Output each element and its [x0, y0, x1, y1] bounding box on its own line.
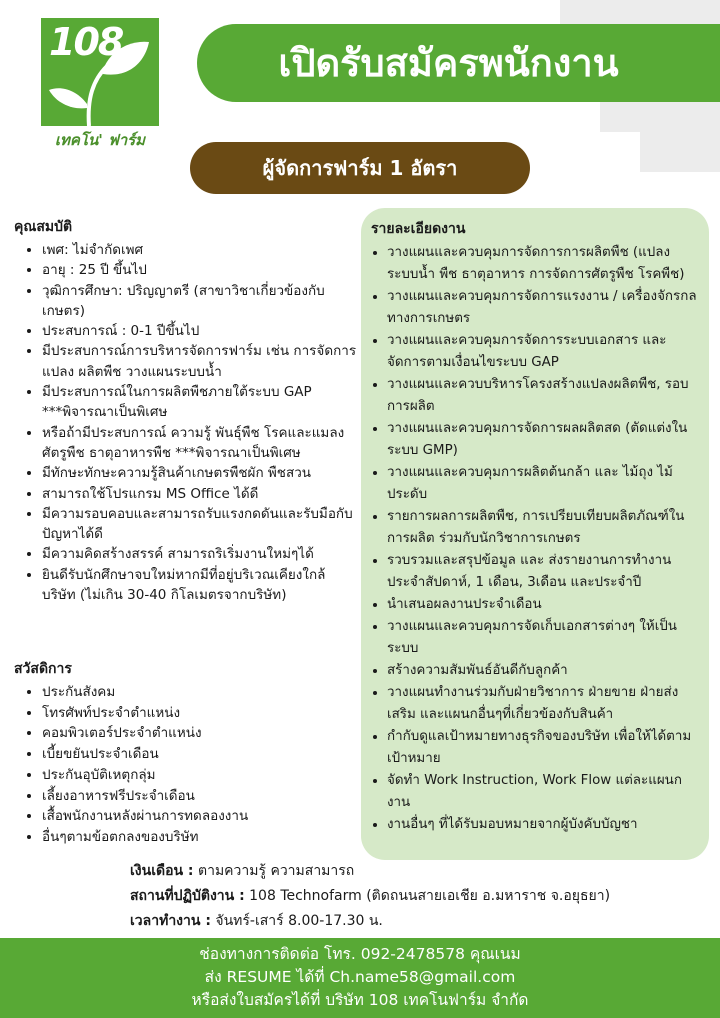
list-item: • วางแผนและควบคุมการจัดการระบบเอกสาร และจัดการตามเงื่อนไขระบบ GAP: [387, 330, 699, 374]
list-item: • เบี้ยขยันประจำเดือน: [42, 744, 359, 765]
salary-line: [130, 860, 710, 882]
list-item: • อื่นๆตามข้อตกลงของบริษัท: [42, 827, 359, 848]
list-item: • รายการผลการผลิตพืช, การเปรียบเทียบผลิตภัณฑ์ในการผลิต ร่วมกับนักวิชาการเกษตร: [387, 506, 699, 550]
location-value: 108 Technofarm (ติดถนนสายเอเชีย อ.มหาราช จ.อยุธยา): [249, 888, 611, 904]
list-item: • สร้างความสัมพันธ์อันดีกับลูกค้า: [387, 660, 699, 682]
qualifications-section: [14, 216, 359, 605]
job-details-title: รายละเอียดงาน: [371, 221, 466, 237]
salary-label: เงินเดือน :: [130, 863, 194, 879]
qualifications-title: คุณสมบัติ: [14, 219, 73, 235]
list-item: • ประกันอุบัติเหตุกลุ่ม: [42, 765, 359, 786]
decor-block: [600, 102, 720, 132]
list-item: • รวบรวมและสรุปข้อมูล และ ส่งรายงานการทำงานประจำสัปดาห์, 1 เดือน, 3เดือน และประจำปี: [387, 550, 699, 594]
welfare-title: สวัสดิการ: [14, 661, 72, 677]
list-item: • วางแผนและควบคุมการจัดการการผลิตพืช (แปลง ระบบน้ำ พืช ธาตุอาหาร การจัดการศัตรูพืช โรคพืช): [387, 242, 699, 286]
list-item: • ยินดีรับนักศึกษาจบใหม่หากมีที่อยู่บริเวณเคียงใกล้บริษัท (ไม่เกิน 30-40 กิโลเมตรจากบริษัท): [42, 565, 359, 606]
list-item: • มีประสบการณ์การบริหารจัดการฟาร์ม เช่น การจัดการแปลง ผลิตพืช วางแผนระบบน้ำ: [42, 341, 359, 382]
list-item: • เสื้อพนักงานหลังผ่านการทดลองงาน: [42, 806, 359, 827]
hours-line: [130, 910, 710, 932]
list-item: • วางแผนและควบคุมการจัดเก็บเอกสารต่างๆ ให้เป็นระบบ: [387, 616, 699, 660]
decor-block: [560, 0, 720, 24]
list-item: • งานอื่นๆ ที่ได้รับมอบหมายจากผู้บังคับบัญชา: [387, 814, 699, 836]
list-item: • อายุ : 25 ปี ขึ้นไป: [42, 260, 359, 280]
logo-name: เทคโน' ฟาร์ม: [41, 126, 159, 154]
page-title: เปิดรับสมัครพนักงาน: [197, 24, 720, 102]
list-item: • สามารถใช้โปรแกรม MS Office ได้ดี: [42, 484, 359, 504]
location-line: [130, 885, 710, 907]
list-item: • มีความคิดสร้างสรรค์ สามารถริเริ่มงานใหม่ๆได้: [42, 544, 359, 564]
list-item: • วุฒิการศึกษา: ปริญญาตรี (สาขาวิชาเกี่ยวข้องกับเกษตร): [42, 281, 359, 322]
list-item: • มีประสบการณ์ในการผลิตพืชภายใต้ระบบ GAP ***พิจารณาเป็นพิเศษ: [42, 382, 359, 423]
list-item: • หรือถ้ามีประสบการณ์ ความรู้ พันธุ์พืช โรคและแมลงศัตรูพืช ธาตุอาหารพืช ***พิจารณาเป็นพิเศษ: [42, 423, 359, 464]
hours-value: จันทร์-เสาร์ 8.00-17.30 น.: [215, 913, 383, 929]
contact-email: ส่ง RESUME ได้ที่ Ch.name58@gmail.com: [204, 968, 516, 986]
list-item: • ประสบการณ์ : 0-1 ปีขึ้นไป: [42, 321, 359, 341]
list-item: • วางแผนและควบคุมการจัดการผลผลิตสด (ตัดแต่งในระบบ GMP): [387, 418, 699, 462]
list-item: • วางแผนและควบคุมการผลิตต้นกล้า และ ไม้ถุง ไม้ประดับ: [387, 462, 699, 506]
list-item: • เลี้ยงอาหารฟรีประจำเดือน: [42, 786, 359, 807]
list-item: • มีความรอบคอบและสามารถรับแรงกดดันและรับมือกับปัญหาได้ดี: [42, 504, 359, 545]
list-item: • ประกันสังคม: [42, 682, 359, 703]
list-item: • เพศ: ไม่จำกัดเพศ: [42, 240, 359, 260]
list-item: • วางแผนและควบบริหารโครงสร้างแปลงผลิตพืช, รอบการผลิต: [387, 374, 699, 418]
list-item: • มีทักษะทักษะความรู้สินค้าเกษตรพืชผัก พืชสวน: [42, 463, 359, 483]
salary-value: ตามความรู้ ความสามารถ: [197, 863, 355, 879]
list-item: • กำกับดูแลเป้าหมายทางธุรกิจของบริษัท เพื่อให้ได้ตามเป้าหมาย: [387, 726, 699, 770]
hours-label: เวลาทำงาน :: [130, 913, 211, 929]
decor-block: [640, 132, 720, 172]
list-item: • นำเสนอผลงานประจำเดือน: [387, 594, 699, 616]
company-logo: [41, 18, 159, 154]
list-item: • จัดทำ Work Instruction, Work Flow แต่ละแผนกงาน: [387, 770, 699, 814]
job-details-section: [361, 208, 709, 860]
contact-phone: ช่องทางการติดต่อ โทร. 092-2478578 คุณเนม: [199, 945, 521, 963]
logo-number: 108: [49, 20, 123, 64]
list-item: • คอมพิวเตอร์ประจำตำแหน่ง: [42, 723, 359, 744]
list-item: • วางแผนทำงานร่วมกับฝ่ายวิชาการ ฝ่ายขาย ฝ่ายส่งเสริม และแผนกอื่นๆที่เกี่ยวข้องกับสินค้า: [387, 682, 699, 726]
welfare-section: [14, 658, 359, 848]
list-item: • วางแผนและควบคุมการจัดการแรงงาน / เครื่องจักรกลทางการเกษตร: [387, 286, 699, 330]
location-label: สถานที่ปฏิบัติงาน :: [130, 888, 245, 904]
contact-company: หรือส่งใบสมัครได้ที่ บริษัท 108 เทคโนฟาร์ม จำกัด: [191, 991, 529, 1009]
list-item: • โทรศัพท์ประจำตำแหน่ง: [42, 703, 359, 724]
position-label: ผู้จัดการฟาร์ม 1 อัตรา: [190, 142, 530, 194]
contact-footer: [0, 938, 720, 1018]
